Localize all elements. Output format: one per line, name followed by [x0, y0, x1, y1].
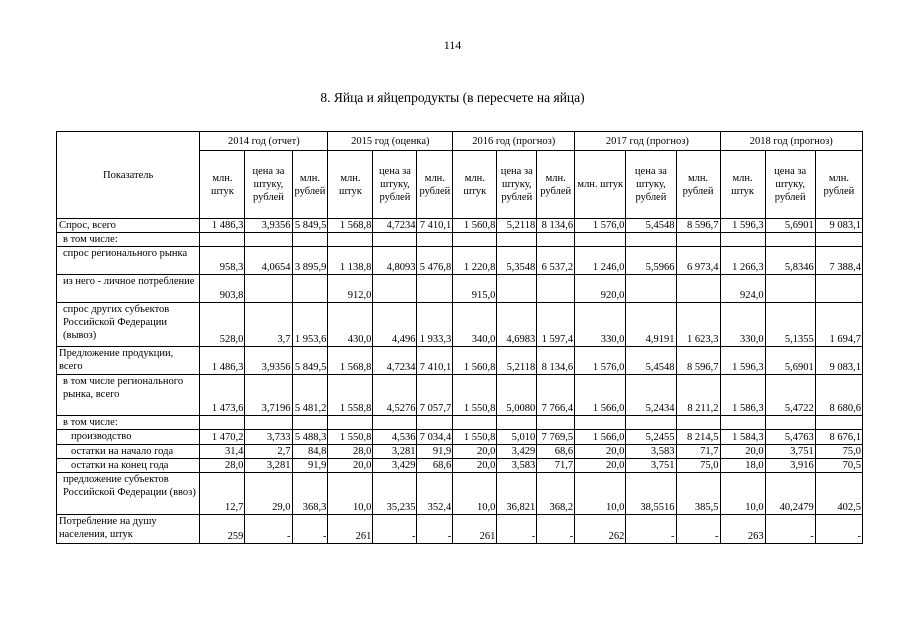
table-cell: 430,0 — [328, 303, 373, 347]
table-cell — [765, 275, 815, 303]
table-cell: 5,2434 — [626, 375, 676, 416]
table-cell: 1 596,3 — [720, 347, 765, 375]
table-cell: 8 134,6 — [537, 219, 575, 233]
year-header-2017: 2017 год (прогноз) — [575, 132, 720, 151]
table-cell — [417, 275, 453, 303]
row-label: Потребление на душу населения, штук — [57, 515, 200, 544]
table-cell: 5,2118 — [497, 219, 537, 233]
table-cell: 7 766,4 — [537, 375, 575, 416]
row-import — [57, 473, 863, 515]
row-label: остатки на конец года — [57, 459, 200, 473]
table-cell: 1 953,6 — [292, 303, 328, 347]
table-cell: 20,0 — [575, 445, 626, 459]
table-cell: 68,6 — [417, 459, 453, 473]
table-cell: 5,4722 — [765, 375, 815, 416]
table-cell: 1 597,4 — [537, 303, 575, 347]
table-cell: 261 — [453, 515, 497, 544]
table-cell — [676, 416, 720, 430]
table-cell — [453, 233, 497, 247]
row-supply-total — [57, 347, 863, 375]
table-cell: 1 550,8 — [328, 430, 373, 445]
table-cell: - — [815, 515, 862, 544]
table-cell: 1 473,6 — [200, 375, 245, 416]
table-cell — [200, 416, 245, 430]
table-cell: 5,5966 — [626, 247, 676, 275]
table-cell — [537, 275, 575, 303]
table-cell: 20,0 — [328, 459, 373, 473]
table-cell: 9 083,1 — [815, 347, 862, 375]
table-cell: 91,9 — [292, 459, 328, 473]
table-cell: 5 849,5 — [292, 347, 328, 375]
table-cell: 5,6901 — [765, 347, 815, 375]
table-cell: 7 057,7 — [417, 375, 453, 416]
table-cell: 5,2455 — [626, 430, 676, 445]
table-cell — [676, 275, 720, 303]
year-header-row — [57, 132, 863, 151]
table-cell: 528,0 — [200, 303, 245, 347]
row-label: производство — [57, 430, 200, 445]
table-cell: 7 769,5 — [537, 430, 575, 445]
year-header-2014: 2014 год (отчет) — [200, 132, 328, 151]
table-cell — [575, 233, 626, 247]
table-cell: 1 623,3 — [676, 303, 720, 347]
row-label: Спрос, всего — [57, 219, 200, 233]
table-cell: 903,8 — [200, 275, 245, 303]
table-cell: 3,429 — [497, 445, 537, 459]
table-cell: 1 694,7 — [815, 303, 862, 347]
table-cell: 4,7234 — [373, 347, 417, 375]
table-cell: 5 481,2 — [292, 375, 328, 416]
table-cell: 10,0 — [453, 473, 497, 515]
table-cell — [626, 416, 676, 430]
table-cell — [626, 233, 676, 247]
table-cell: 1 586,3 — [720, 375, 765, 416]
table-cell: - — [292, 515, 328, 544]
table-cell — [373, 275, 417, 303]
row-personal-consumption — [57, 275, 863, 303]
table-cell: 5,4548 — [626, 347, 676, 375]
table-cell: 8 680,6 — [815, 375, 862, 416]
row-label: остатки на начало года — [57, 445, 200, 459]
table-cell: 1 566,0 — [575, 375, 626, 416]
row-including-label — [57, 233, 863, 247]
table-cell: 10,0 — [575, 473, 626, 515]
table-cell: 29,0 — [245, 473, 292, 515]
table-cell: 1 566,0 — [575, 430, 626, 445]
table-cell: 3,9356 — [245, 347, 292, 375]
table-cell: 1 550,8 — [453, 375, 497, 416]
table-cell: 1 576,0 — [575, 219, 626, 233]
table-cell: 259 — [200, 515, 245, 544]
table-cell — [453, 416, 497, 430]
table-cell: 5,1355 — [765, 303, 815, 347]
table-cell: 5 488,3 — [292, 430, 328, 445]
table-cell: 75,0 — [815, 445, 862, 459]
table-cell — [292, 233, 328, 247]
table-cell: 5 849,5 — [292, 219, 328, 233]
table-cell — [373, 416, 417, 430]
sub-header-value: млн. рублей — [815, 151, 862, 219]
table-cell: 20,0 — [720, 445, 765, 459]
indicator-header: Показатель — [57, 132, 200, 219]
table-cell: 1 568,8 — [328, 347, 373, 375]
egg-balance-table — [56, 131, 863, 544]
table-cell — [292, 416, 328, 430]
table-cell: 5,8346 — [765, 247, 815, 275]
table-cell: 5,010 — [497, 430, 537, 445]
table-cell: 1 220,8 — [453, 247, 497, 275]
table-cell: 8 134,6 — [537, 347, 575, 375]
table-cell: 3,281 — [245, 459, 292, 473]
table-cell: - — [417, 515, 453, 544]
sub-header-value: млн. рублей — [676, 151, 720, 219]
table-cell: 4,0654 — [245, 247, 292, 275]
table-cell: 70,5 — [815, 459, 862, 473]
sub-header-value: млн. рублей — [537, 151, 575, 219]
table-cell — [815, 233, 862, 247]
table-cell: 263 — [720, 515, 765, 544]
table-cell: 4,496 — [373, 303, 417, 347]
row-label: в том числе: — [57, 233, 200, 247]
sub-header-price: цена за штуку, рублей — [765, 151, 815, 219]
table-cell: 4,5276 — [373, 375, 417, 416]
sub-header-price: цена за штуку, рублей — [497, 151, 537, 219]
table-cell: 7 388,4 — [815, 247, 862, 275]
table-cell — [537, 233, 575, 247]
table-cell: - — [765, 515, 815, 544]
row-export — [57, 303, 863, 347]
table-cell: 5,2118 — [497, 347, 537, 375]
table-cell: 4,7234 — [373, 219, 417, 233]
table-cell: 3,751 — [765, 445, 815, 459]
table-cell: 1 266,3 — [720, 247, 765, 275]
table-cell: 35,235 — [373, 473, 417, 515]
table-cell: 28,0 — [200, 459, 245, 473]
table-cell — [537, 416, 575, 430]
table-cell: 1 560,8 — [453, 219, 497, 233]
table-cell: - — [373, 515, 417, 544]
table-cell: 368,3 — [292, 473, 328, 515]
table-cell: 5 476,8 — [417, 247, 453, 275]
table-cell: 1 933,3 — [417, 303, 453, 347]
table-cell: 1 486,3 — [200, 347, 245, 375]
table-cell: 7 410,1 — [417, 219, 453, 233]
table-cell: 8 596,7 — [676, 347, 720, 375]
table-cell: 920,0 — [575, 275, 626, 303]
row-per-capita — [57, 515, 863, 544]
table-cell: 4,6983 — [497, 303, 537, 347]
table-cell: 31,4 — [200, 445, 245, 459]
row-label: спрос других субъектов Российской Федерации (вывоз) — [57, 303, 200, 347]
sub-header-price: цена за штуку, рублей — [373, 151, 417, 219]
table-cell: 10,0 — [328, 473, 373, 515]
table-cell — [245, 416, 292, 430]
table-cell: 3,7 — [245, 303, 292, 347]
sub-header-volume: млн. штук — [575, 151, 626, 219]
table-cell: 38,5516 — [626, 473, 676, 515]
table-cell: 385,5 — [676, 473, 720, 515]
table-cell: 1 596,3 — [720, 219, 765, 233]
row-label: Предложение продукции, всего — [57, 347, 200, 375]
table-cell: 10,0 — [720, 473, 765, 515]
table-cell: 12,7 — [200, 473, 245, 515]
table-cell: 20,0 — [453, 445, 497, 459]
table-cell — [373, 233, 417, 247]
table-cell: 4,9191 — [626, 303, 676, 347]
year-header-2015: 2015 год (оценка) — [328, 132, 453, 151]
table-cell: 75,0 — [676, 459, 720, 473]
table-cell — [765, 416, 815, 430]
table-cell: 4,8093 — [373, 247, 417, 275]
table-cell: 4,536 — [373, 430, 417, 445]
table-cell: 915,0 — [453, 275, 497, 303]
table-cell: 91,9 — [417, 445, 453, 459]
year-header-2018: 2018 год (прогноз) — [720, 132, 862, 151]
table-cell: 1 246,0 — [575, 247, 626, 275]
table-cell — [417, 416, 453, 430]
row-stock-end — [57, 459, 863, 473]
sub-header-price: цена за штуку, рублей — [245, 151, 292, 219]
row-including-label-2 — [57, 416, 863, 430]
table-cell — [497, 416, 537, 430]
table-cell: 2,7 — [245, 445, 292, 459]
table-cell: 1 470,2 — [200, 430, 245, 445]
table-cell — [417, 233, 453, 247]
table-cell: 1 550,8 — [453, 430, 497, 445]
table-cell: 262 — [575, 515, 626, 544]
table-cell: 330,0 — [575, 303, 626, 347]
table-cell: 28,0 — [328, 445, 373, 459]
table-cell — [626, 275, 676, 303]
year-header-2016: 2016 год (прогноз) — [453, 132, 575, 151]
table-cell: 5,4763 — [765, 430, 815, 445]
table-cell: 5,4548 — [626, 219, 676, 233]
table-cell — [497, 275, 537, 303]
table-cell: 3,583 — [497, 459, 537, 473]
sub-header-volume: млн. штук — [200, 151, 245, 219]
table-cell: 3,9356 — [245, 219, 292, 233]
table-cell: 84,8 — [292, 445, 328, 459]
table-cell: 8 211,2 — [676, 375, 720, 416]
table-body — [57, 219, 863, 544]
table-cell: 8 676,1 — [815, 430, 862, 445]
table-cell: 5,6901 — [765, 219, 815, 233]
row-regional-demand — [57, 247, 863, 275]
table-cell — [328, 233, 373, 247]
row-stock-start — [57, 445, 863, 459]
table-cell — [245, 233, 292, 247]
table-cell: 8 596,7 — [676, 219, 720, 233]
table-cell: 352,4 — [417, 473, 453, 515]
table-cell — [200, 233, 245, 247]
table-cell — [676, 233, 720, 247]
table-cell: 20,0 — [453, 459, 497, 473]
table-cell: 368,2 — [537, 473, 575, 515]
table-cell: 6 537,2 — [537, 247, 575, 275]
table-cell: 36,821 — [497, 473, 537, 515]
sub-header-volume: млн. штук — [328, 151, 373, 219]
table-cell: 1 568,8 — [328, 219, 373, 233]
table-cell: 3,7196 — [245, 375, 292, 416]
table-cell: 402,5 — [815, 473, 862, 515]
table-cell: 5,0080 — [497, 375, 537, 416]
table-cell: - — [676, 515, 720, 544]
sub-header-volume: млн. штук — [720, 151, 765, 219]
row-production — [57, 430, 863, 445]
table-cell: 3,583 — [626, 445, 676, 459]
table-cell — [292, 275, 328, 303]
table-cell: 20,0 — [575, 459, 626, 473]
table-cell: 1 560,8 — [453, 347, 497, 375]
table-cell: 1 576,0 — [575, 347, 626, 375]
row-label: предложение субъектов Российской Федерации (ввоз) — [57, 473, 200, 515]
table-cell — [815, 416, 862, 430]
table-cell — [245, 275, 292, 303]
row-label: из него - личное потребление — [57, 275, 200, 303]
table-cell: 1 138,8 — [328, 247, 373, 275]
table-cell: 3,916 — [765, 459, 815, 473]
page-number: 114 — [443, 38, 462, 52]
table-cell — [765, 233, 815, 247]
table-cell: 40,2479 — [765, 473, 815, 515]
sub-header-volume: млн. штук — [453, 151, 497, 219]
table-cell — [328, 416, 373, 430]
table-cell: 7 410,1 — [417, 347, 453, 375]
table-cell: 6 973,4 — [676, 247, 720, 275]
table-cell: 9 083,1 — [815, 219, 862, 233]
table-cell — [720, 233, 765, 247]
table-cell: 3,429 — [373, 459, 417, 473]
table-cell: 3 895,9 — [292, 247, 328, 275]
table-cell: - — [245, 515, 292, 544]
table-cell: 68,6 — [537, 445, 575, 459]
sub-header-value: млн. рублей — [292, 151, 328, 219]
table-cell: 958,3 — [200, 247, 245, 275]
table-cell: - — [497, 515, 537, 544]
table-cell: 71,7 — [676, 445, 720, 459]
row-demand-total — [57, 219, 863, 233]
table-cell: 1 584,3 — [720, 430, 765, 445]
row-label: спрос регионального рынка — [57, 247, 200, 275]
table-cell: 1 558,8 — [328, 375, 373, 416]
table-cell: - — [626, 515, 676, 544]
sub-header-value: млн. рублей — [417, 151, 453, 219]
table-cell — [815, 275, 862, 303]
row-label: в том числе регионального рынка, всего — [57, 375, 200, 416]
table-cell: 912,0 — [328, 275, 373, 303]
table-cell: 3,281 — [373, 445, 417, 459]
document-title: 8. Яйца и яйцепродукты (в пересчете на яйца) — [320, 90, 585, 105]
table-cell: 3,733 — [245, 430, 292, 445]
table-cell: 8 214,5 — [676, 430, 720, 445]
table-cell: 5,3548 — [497, 247, 537, 275]
table-cell: 340,0 — [453, 303, 497, 347]
table-cell: 261 — [328, 515, 373, 544]
table-cell: 330,0 — [720, 303, 765, 347]
table-cell — [720, 416, 765, 430]
table-cell: 7 034,4 — [417, 430, 453, 445]
row-label: в том числе: — [57, 416, 200, 430]
table-cell: 924,0 — [720, 275, 765, 303]
row-regional-supply — [57, 375, 863, 416]
table-cell: 1 486,3 — [200, 219, 245, 233]
sub-header-price: цена за штуку, рублей — [626, 151, 676, 219]
table-cell — [575, 416, 626, 430]
table-cell: 18,0 — [720, 459, 765, 473]
table-cell: 71,7 — [537, 459, 575, 473]
table-cell — [497, 233, 537, 247]
table-cell: - — [537, 515, 575, 544]
table-cell: 3,751 — [626, 459, 676, 473]
